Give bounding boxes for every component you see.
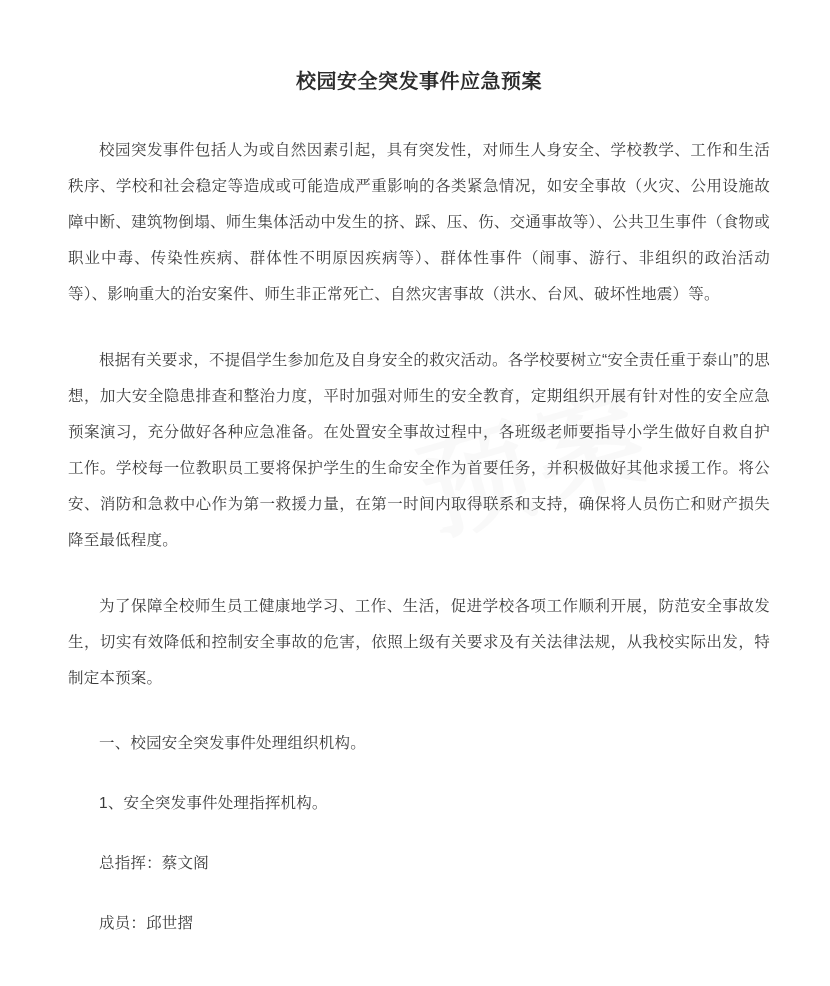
role-commander: 总指挥：蔡文阁 — [99, 855, 209, 872]
subsection-heading-command: 1、安全突发事件处理指挥机构。 — [99, 795, 328, 812]
paragraph-overview: 校园突发事件包括人为或自然因素引起，具有突发性，对师生人身安全、学校教学、工作和生活秩序、学校和社会稳定等造成或可能造成严重影响的各类紧急情况，如安全事故（火灾、公用设施故障中断、建筑物倒塌、师生集体活动中发生的挤、踩、压、伤、交通事故等）、公共卫生事件（食物或职业中毒、传染性疾病、群体性不明原因疾病等）、群体性事件（闹事、游行、非组织的政治活动等）、影响重大的治安案件、师生非正常死亡、自然灾害事故（洪水、台风、破坏性地震）等。 — [68, 142, 770, 303]
paragraph-requirements: 根据有关要求，不提倡学生参加危及自身安全的救灾活动。各学校要树立“安全责任重于泰山”的思想，加大安全隐患排查和整治力度，平时加强对师生的安全教育，定期组织开展有针对性的安全应急预案演习，充分做好各种应急准备。在处置安全事故过程中，各班级老师要指导小学生做好自救自护工作。学校每一位教职员工要将保护学生的生命安全作为首要任务，并积极做好其他求援工作。将公安、消防和急救中心作为第一救援力量，在第一时间内取得联系和支持，确保将人员伤亡和财产损失降至最低程度。 — [68, 352, 770, 549]
paragraph-purpose: 为了保障全校师生员工健康地学习、工作、生活，促进学校各项工作顺利开展，防范安全事故发生，切实有效降低和控制安全事故的危害，依照上级有关要求及有关法律法规，从我校实际出发，特制定本预案。 — [68, 598, 770, 687]
role-member: 成员：邱世摺 — [99, 915, 194, 932]
section-heading-organization: 一、校园安全突发事件处理组织机构。 — [99, 735, 366, 752]
page-title: 校园安全突发事件应急预案 — [296, 71, 542, 93]
